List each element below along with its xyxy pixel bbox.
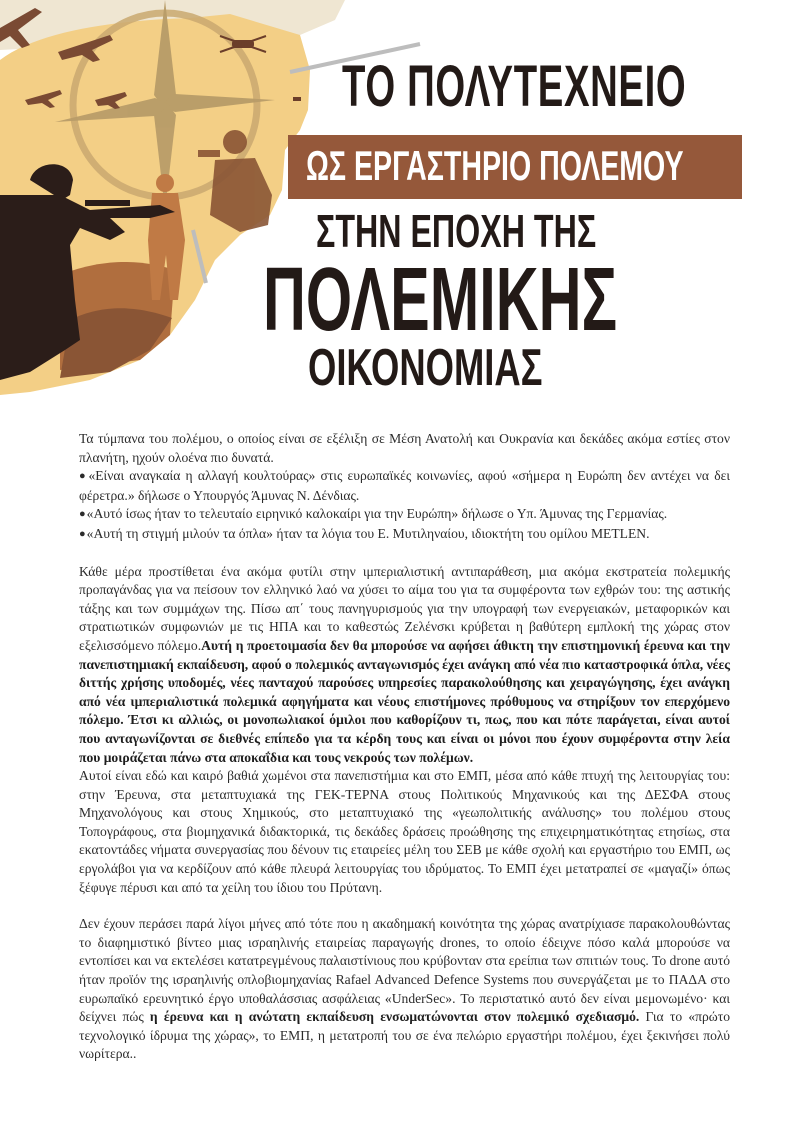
intro-paragraph: Τα τύμπανα του πολέμου, ο οποίος είναι σε εξέλιξη σε Μέση Ανατολή και Ουκρανία και δεκάδες ακόμα εστίες στον πλανήτη, ηχούν ολοένα πιο δυνατά. xyxy=(79,431,730,465)
paragraph-2-continued: Αυτοί είναι εδώ και καιρό βαθιά χωμένοι στα πανεπιστήμια και στο ΕΜΠ, μέσα από κάθε πτυχή της λειτουργίας του: στην Έρευνα, στα μεταπτυχιακά της ΓΕΚ-ΤΕΡΝΑ στους Πολιτικούς Μηχανικούς και της ΔΕΣΦΑ στους Μηχανολόγους και στους Χημικούς, στο μεταπτυχιακό της «γεωπολιτικής ανάλυσης» του πολέμου στους Τοπογράφους, στα βιομηχανικά διδακτορικά, τις δεκάδες δράσεις προώθησης της επιχειρηματικότητας ετησίως, στα εκατοντάδες νήματα συνεργασίας που δένουν τις εταιρείες μέλη του ΣΕΒ με κάθε σχολή και εργαστήριο του ΕΜΠ, ως εργολάβοι για να κερδίζουν από κάθε πλευρά λειτουργίας του ιδρύματος. Το ΕΜΠ έχει μετατραπεί σε «μαγαζί» όπως ξέφυγε πέρυσι και από τα χείλη του ίδιου του Πρύτανη. xyxy=(79,768,730,895)
paragraph-3 xyxy=(79,915,730,1064)
paragraph-gap xyxy=(79,545,730,563)
paragraph-2-emphasis: Αυτή η προετοιμασία δεν θα μπορούσε να αφήσει άθικτη την επιστημονική έρευνα και την πανεπιστημιακή εκπαίδευση, αφού ο πολεμικός ανταγωνισμός έχει ανάγκη από νέα πιο καταστροφικά όπλα, νέες διττής χρήσης υποδομές, νέες πανταχού παρούσες υπηρεσίες παρακολούθησης και χειραγώγησης, έχει ανάγκη από νέα ιμπεριαλιστικά πολεμικά αφηγήματα και νέους επιστήμονες πρόθυμους να στηρίξουν τον επερχόμενο πόλεμο. Έτσι κι αλλιώς, οι μονοπωλιακοί όμιλοι που καθορίζουν τι, πως, που και πότε παράγεται, είναι αυτοί που ανταγωνίζονται σε διεθνές επίπεδο για τα κέρδη τους και είναι οι μόνοι που έχουν συμφέροντα στην λεία που μοιράζεται πάνω στα αποκαΐδια και τους νεκρούς των πολέμων. xyxy=(79,637,730,765)
paragraph-2 xyxy=(79,563,730,768)
headline-line-3: ΣΤΗΝ ΕΠΟΧΗ ΤΗΣ xyxy=(316,205,597,257)
quote-bullet-3: ● «Αυτή τη στιγμή μιλούν τα όπλα» ήταν τα λόγια του Ε. Μυτιληναίου, ιδιοκτήτη του ομίλου METLEN. xyxy=(79,525,730,545)
headline-banner-text: ΩΣ ΕΡΓΑΣΤΗΡΙΟ ΠΟΛΕΜΟΥ xyxy=(306,142,684,189)
paragraph-2-text: Κάθε μέρα προστίθεται ένα ακόμα φυτίλι στην ιμπεριαλιστική αντιπαράθεση, μια ακόμα εκστρατεία πολεμικής προπαγάνδας για να πείσουν τον ελληνικό λαό να χύσει το αίμα του για τα συμφέροντα των εχθρών του: της αστικής τάξης και των συμμάχων της. Πίσω απ΄ τους πανηγυρισμούς για την υπογραφή των ενεργειακών, μεταφορικών και στρατιωτικών συμφωνιών με τις ΗΠΑ και το καθεστώς Ζελένσκι κρύβεται η βαθύτερη εμπλοκή της χώρας στον εξελισσόμενο πόλεμο. xyxy=(79,563,730,653)
quote-bullet-1: ● «Είναι αναγκαία η αλλαγή κουλτούρας» στις ευρωπαϊκές κοινωνίες, αφού «σήμερα η Ευρώπη δεν αντέχει να δει φέρετρα.» δήλωσε ο Υπουργός Άμυνας Ν. Δένδιας. xyxy=(79,467,730,505)
paragraph-gap xyxy=(79,897,730,915)
headline-banner xyxy=(288,135,742,199)
headline-line-5: ΟΙΚΟΝΟΜΙΑΣ xyxy=(308,339,543,397)
quote-bullet-2: ● «Αυτό ίσως ήταν το τελευταίο ειρηνικό καλοκαίρι για την Ευρώπη» δήλωσε ο Υπ. Άμυνας της Γερμανίας. xyxy=(79,505,730,525)
article-body xyxy=(79,430,730,1064)
paragraph-3-emphasis: η έρευνα και η ανώτατη εκπαίδευση ενσωματώνονται στον πολεμικό σχεδιασμό. xyxy=(149,1009,640,1025)
headline-line-1: ΤΟ ΠΟΛΥΤΕΧΝΕΙΟ xyxy=(342,54,687,119)
hero-header xyxy=(0,0,800,420)
paragraph-3-closing: Για το «πρώτο τεχνολογικό ίδρυμα της χώρας», το ΕΜΠ, η μετατροπή του σε ένα πελώριο εργαστήρι πολέμου, έχει ξεκινήσει πολύ νωρίτερα.. xyxy=(79,1009,730,1062)
paragraph-3-text: Δεν έχουν περάσει παρά λίγοι μήνες από τότε που η ακαδημακή κοινότητα της χώρας ανατρίχιασε παρακολουθώντας το διαφημιστικό βίντεο μιας ισραηλινής εταιρείας παραγωγής drones, το οποίο έδειχνε πόσο καλά μπορούσε να εντοπίσει και να εκτελέσει κατατρεγμένους παλαιστίνιους που κρύβονταν στα ερείπια των σπιτιών τους. Το drone αυτό ήταν προϊόν της ισραηλινής οπλοβιομηχανίας Rafael Advanced Defence Systems που συνεργάζεται με το ΠΑΔΑ στο ευρωπαϊκό ερευνητικό έργο υποθαλάσσιας ασφάλειας «UnderSec». Το περιστατικό αυτό δεν είναι μεμονωμένο· και δείχνει πώς xyxy=(79,916,730,1025)
headline-line-4: ΠΟΛΕΜΙΚΗΣ xyxy=(263,250,618,350)
